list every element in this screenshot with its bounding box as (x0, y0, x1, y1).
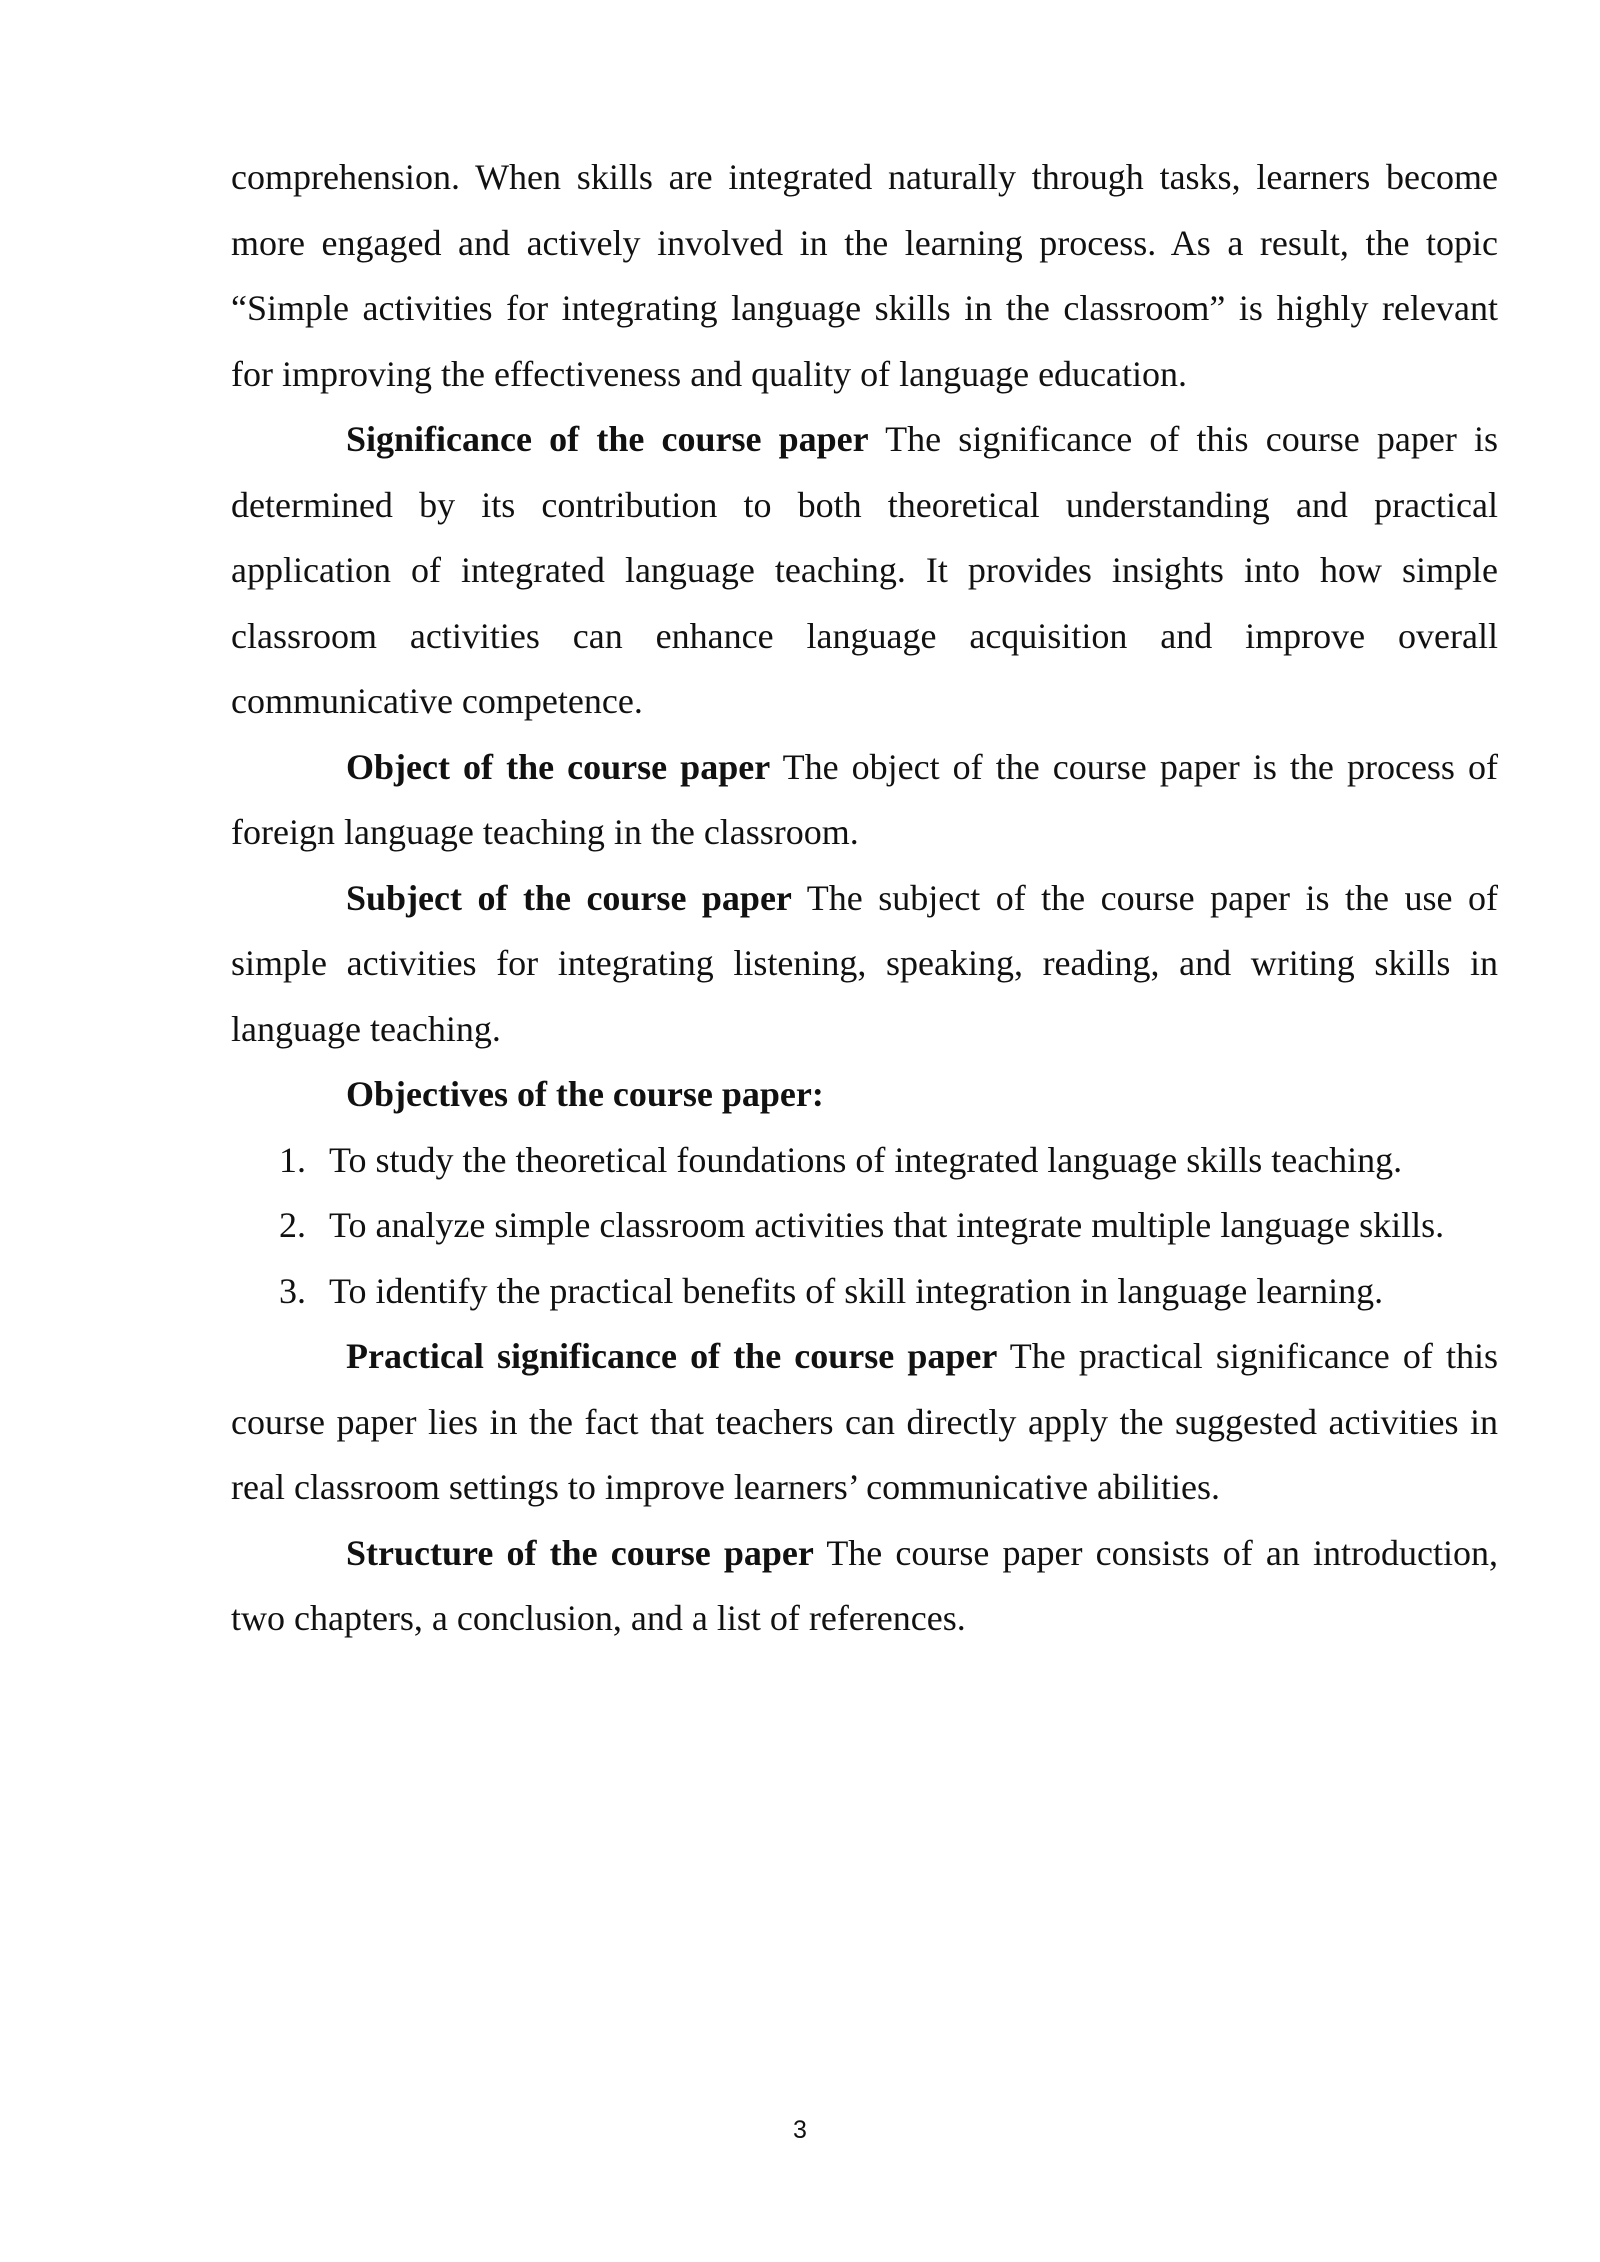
object-text: The object of the course paper is the process of foreign language teaching in the classroom. (231, 746, 1498, 852)
object-paragraph (231, 735, 1498, 866)
list-item (231, 1193, 1498, 1259)
list-item-text: To analyze simple classroom activities that integrate multiple language skills. (329, 1205, 1445, 1245)
structure-heading: Structure of the course paper (346, 1532, 814, 1573)
objectives-heading-paragraph (231, 1062, 1498, 1128)
practical-significance-text: The practical significance of this course paper lies in the fact that teachers can directly apply the suggested activities in real classroom settings to improve learners’ communicative abilities. (231, 1336, 1498, 1507)
subject-text: The subject of the course paper is the use of simple activities for integrating listening, speaking, reading, and writing skills in language teaching. (231, 877, 1498, 1049)
structure-paragraph (231, 1521, 1498, 1652)
intro-continuation-text: comprehension. When skills are integrated naturally through tasks, learners become more engaged and actively involved in the learning process. As a result, the topic “Simple activities for integrating language skills in the classroom” is highly relevant for improving the effectiveness and quality of language education. (231, 157, 1498, 394)
list-item-number: 3. (279, 1270, 306, 1311)
document-page (231, 145, 1498, 1652)
intro-continuation-paragraph (231, 145, 1498, 407)
objectives-list (231, 1128, 1498, 1325)
structure-text: The course paper consists of an introduction, two chapters, a conclusion, and a list of references. (231, 1532, 1499, 1638)
list-item (231, 1128, 1498, 1194)
significance-paragraph (231, 407, 1498, 735)
page-number: 3 (793, 2116, 807, 2144)
list-item-text: To identify the practical benefits of skill integration in language learning. (329, 1270, 1384, 1311)
subject-heading: Subject of the course paper (346, 877, 792, 918)
list-item-number: 2. (279, 1205, 306, 1245)
subject-paragraph (231, 866, 1498, 1063)
significance-heading: Significance of the course paper (346, 419, 869, 459)
list-item (231, 1259, 1498, 1325)
list-item-text: To study the theoretical foundations of integrated language skills teaching. (329, 1139, 1403, 1180)
objectives-heading: Objectives of the course paper: (346, 1074, 824, 1114)
significance-text: The significance of this course paper is determined by its contribution to both theoretical understanding and practical application of integrated language teaching. It provides insights into how simple classroom activities can enhance language acquisition and improve overall communicative competence. (231, 419, 1499, 721)
object-heading: Object of the course paper (346, 746, 771, 787)
practical-significance-paragraph (231, 1324, 1498, 1521)
practical-significance-heading: Practical significance of the course paper (346, 1336, 998, 1376)
list-item-number: 1. (279, 1139, 306, 1180)
